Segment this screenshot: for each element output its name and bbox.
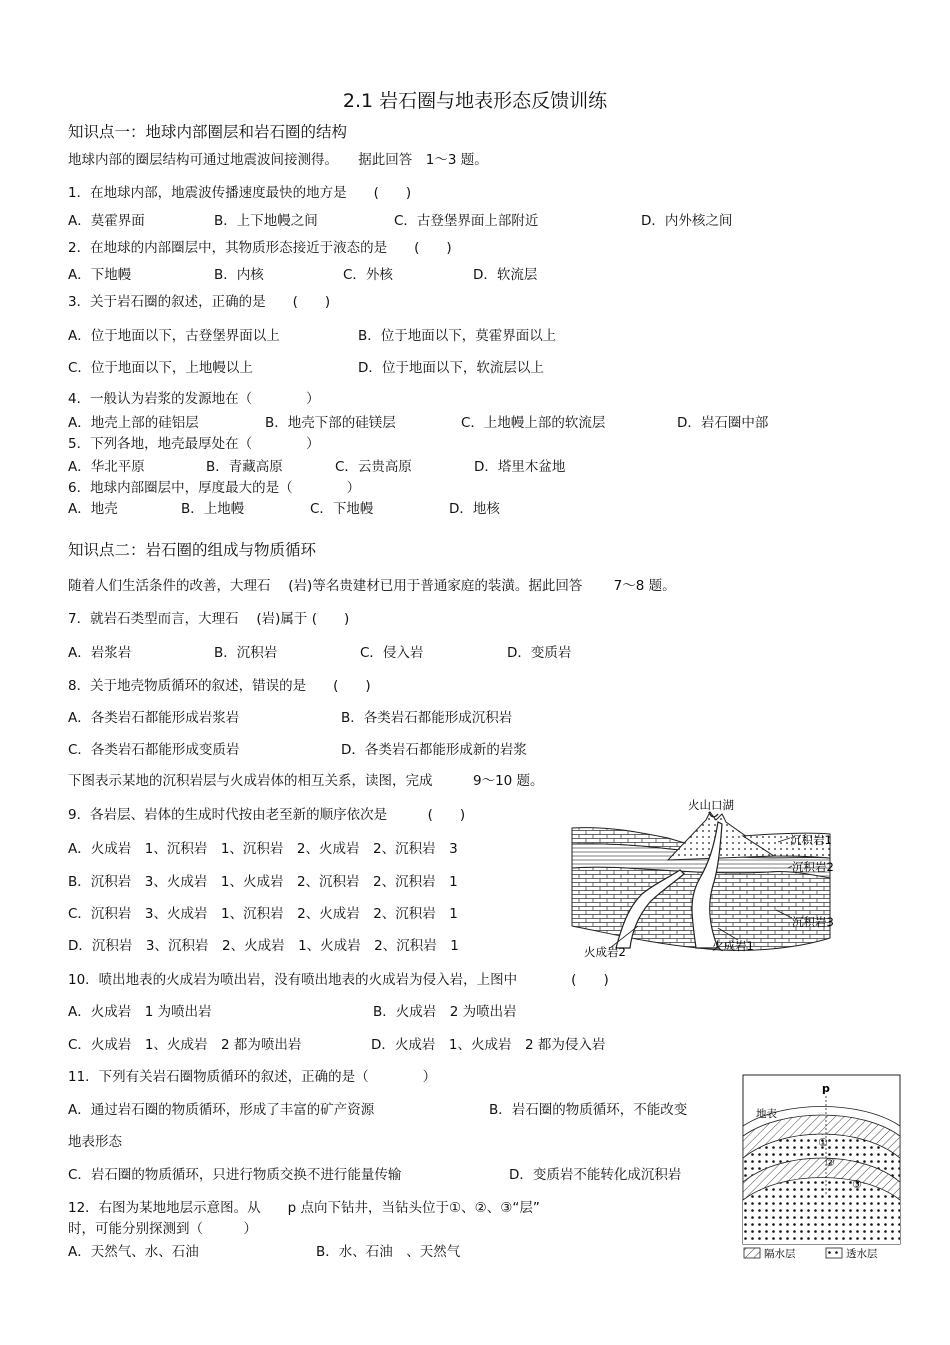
q7-option-d: D．变质岩: [507, 645, 572, 661]
q2-option-d: D．软流层: [473, 267, 538, 283]
fig2-label-3: ③: [852, 1178, 862, 1191]
q10-option-b: B．火成岩 2 为喷出岩: [373, 1004, 517, 1020]
q11-stem: 11．下列有关岩石圈物质循环的叙述，正确的是（ ）: [68, 1069, 437, 1085]
q12-stem: 12．右图为某地地层示意图。从 p 点向下钻井，当钻头位于①、②、③“层”: [68, 1200, 540, 1216]
q10-option-c: C．火成岩 1、火成岩 2 都为喷出岩: [68, 1037, 302, 1053]
legend-aquifer-swatch: [826, 1248, 842, 1258]
q7-option-c: C．侵入岩: [360, 645, 424, 661]
q10-option-d: D．火成岩 1、火成岩 2 都为侵入岩: [371, 1037, 606, 1053]
q2-stem: 2．在地球的内部圈层中，其物质形态接近于液态的是 ( ): [68, 240, 452, 256]
fig2-label-1: ①: [818, 1136, 828, 1149]
q1-option-d: D．内外核之间: [641, 213, 733, 229]
volcano-strata-figure: [568, 798, 850, 964]
q4-stem: 4．一般认为岩浆的发源地在（ ）: [68, 391, 320, 407]
q6-stem: 6．地球内部圈层中，厚度最大的是（ ）: [68, 480, 361, 496]
q9-option-b: B．沉积岩 3、火成岩 1、火成岩 2、沉积岩 2、沉积岩 1: [68, 874, 458, 890]
section2-intro: 随着人们生活条件的改善，大理石 (岩)等名贵建材已用于普通家庭的装潢。据此回答 7～8 题。: [68, 578, 676, 594]
q9-stem: 9．各岩层、岩体的生成时代按由老至新的顺序依次是 ( ): [68, 807, 466, 823]
q3-option-c: C．位于地面以下，上地幔以上: [68, 360, 253, 376]
q2-option-b: B．内核: [214, 267, 264, 283]
q5-option-b: B．青藏高原: [206, 459, 283, 475]
q7-option-b: B．沉积岩: [214, 645, 278, 661]
q1-option-b: B．上下地幔之间: [214, 213, 318, 229]
q5-option-a: A．华北平原: [68, 459, 145, 475]
q1-option-a: A．莫霍界面: [68, 213, 145, 229]
section1-heading: 知识点一：地球内部圈层和岩石圈的结构: [68, 123, 348, 141]
q11-option-d: D．变质岩不能转化成沉积岩: [509, 1167, 682, 1183]
q7-option-a: A．岩浆岩: [68, 645, 132, 661]
q7-stem: 7．就岩石类型而言，大理石 (岩)属于 ( ): [68, 611, 350, 627]
q5-option-c: C．云贵高原: [335, 459, 412, 475]
q1-stem: 1．在地球内部，地震波传播速度最快的地方是 ( ): [68, 185, 412, 201]
fig2-label-surface: 地表: [756, 1108, 777, 1120]
q5-option-d: D．塔里木盆地: [474, 459, 566, 475]
q8-option-a: A．各类岩石都能形成岩浆岩: [68, 710, 240, 726]
q8-stem: 8．关于地壳物质循环的叙述，错误的是 ( ): [68, 678, 371, 694]
q4-option-c: C．上地幔上部的软流层: [461, 415, 606, 431]
fig1-label-igneous-1: 火成岩1: [712, 939, 754, 953]
q11-option-b: B．岩石圈的物质循环，不能改变: [489, 1102, 688, 1118]
q9-option-a: A．火成岩 1、沉积岩 1、沉积岩 2、火成岩 2、沉积岩 3: [68, 841, 458, 857]
page-title: 2.1 岩石圈与地表形态反馈训练: [342, 90, 608, 112]
fig2-legend-aquifer: 透水层: [846, 1248, 878, 1260]
q9-option-c: C．沉积岩 3、火成岩 1、沉积岩 2、火成岩 2、沉积岩 1: [68, 906, 458, 922]
q3-option-a: A．位于地面以下，古登堡界面以上: [68, 328, 280, 344]
fig1-label-igneous-2: 火成岩2: [584, 945, 626, 959]
q5-stem: 5．下列各地，地壳最厚处在（ ）: [68, 436, 320, 452]
fig1-label-sedimentary-2: 沉积岩2: [792, 860, 834, 874]
intro-9-10: 下图表示某地的沉积岩层与火成岩体的相互关系，读图，完成 9～10 题。: [68, 773, 544, 789]
q6-option-d: D．地核: [449, 501, 500, 517]
q11-option-a: A．通过岩石圈的物质循环，形成了丰富的矿产资源: [68, 1102, 375, 1118]
q9-option-d: D．沉积岩 3、沉积岩 2、火成岩 1、火成岩 2、沉积岩 1: [68, 938, 459, 954]
section1-intro: 地球内部的圈层结构可通过地震波间接测得。 据此回答 1～3 题。: [68, 152, 488, 168]
q6-option-c: C．下地幔: [310, 501, 374, 517]
fig1-label-sedimentary-1: 沉积岩1: [790, 833, 832, 847]
fig1-label-sedimentary-3: 沉积岩3: [792, 915, 834, 929]
q10-option-a: A．火成岩 1 为喷出岩: [68, 1004, 212, 1020]
q3-option-d: D．位于地面以下，软流层以上: [358, 360, 544, 376]
q6-option-b: B．上地幔: [181, 501, 245, 517]
q8-option-c: C．各类岩石都能形成变质岩: [68, 742, 240, 758]
q12-option-a: A．天然气、水、石油: [68, 1244, 199, 1260]
q4-option-d: D．岩石圈中部: [677, 415, 769, 431]
q2-option-a: A．下地幔: [68, 267, 132, 283]
fig2-label-2: ②: [825, 1156, 835, 1169]
q11-option-b-cont: 地表形态: [68, 1134, 122, 1150]
q4-option-b: B．地壳下部的硅镁层: [265, 415, 396, 431]
q3-stem: 3．关于岩石圈的叙述，正确的是 ( ): [68, 294, 331, 310]
legend-aquiclude-swatch: [744, 1248, 760, 1258]
q10-stem: 10．喷出地表的火成岩为喷出岩，没有喷出地表的火成岩为侵入岩，上图中 ( ): [68, 972, 609, 988]
q3-option-b: B．位于地面以下，莫霍界面以上: [358, 328, 557, 344]
q8-option-b: B．各类岩石都能形成沉积岩: [341, 710, 513, 726]
q12-option-b: B．水、石油 、天然气: [316, 1244, 461, 1260]
fig2-label-p: p: [822, 1082, 830, 1095]
section2-heading: 知识点二：岩石圈的组成与物质循环: [68, 541, 317, 559]
q12-stem-cont: 时，可能分别探测到（ ）: [68, 1221, 257, 1237]
fig2-legend-aquiclude: 隔水层: [764, 1248, 796, 1260]
q2-option-c: C．外核: [343, 267, 393, 283]
aquifer-strata-figure: [742, 1074, 902, 1262]
q11-option-c: C．岩石圈的物质循环，只进行物质交换不进行能量传输: [68, 1167, 402, 1183]
q1-option-c: C．古登堡界面上部附近: [394, 213, 539, 229]
q8-option-d: D．各类岩石都能形成新的岩浆: [341, 742, 527, 758]
q4-option-a: A．地壳上部的硅铝层: [68, 415, 199, 431]
fig1-label-crater-lake: 火山口湖: [688, 798, 734, 812]
q6-option-a: A．地壳: [68, 501, 118, 517]
